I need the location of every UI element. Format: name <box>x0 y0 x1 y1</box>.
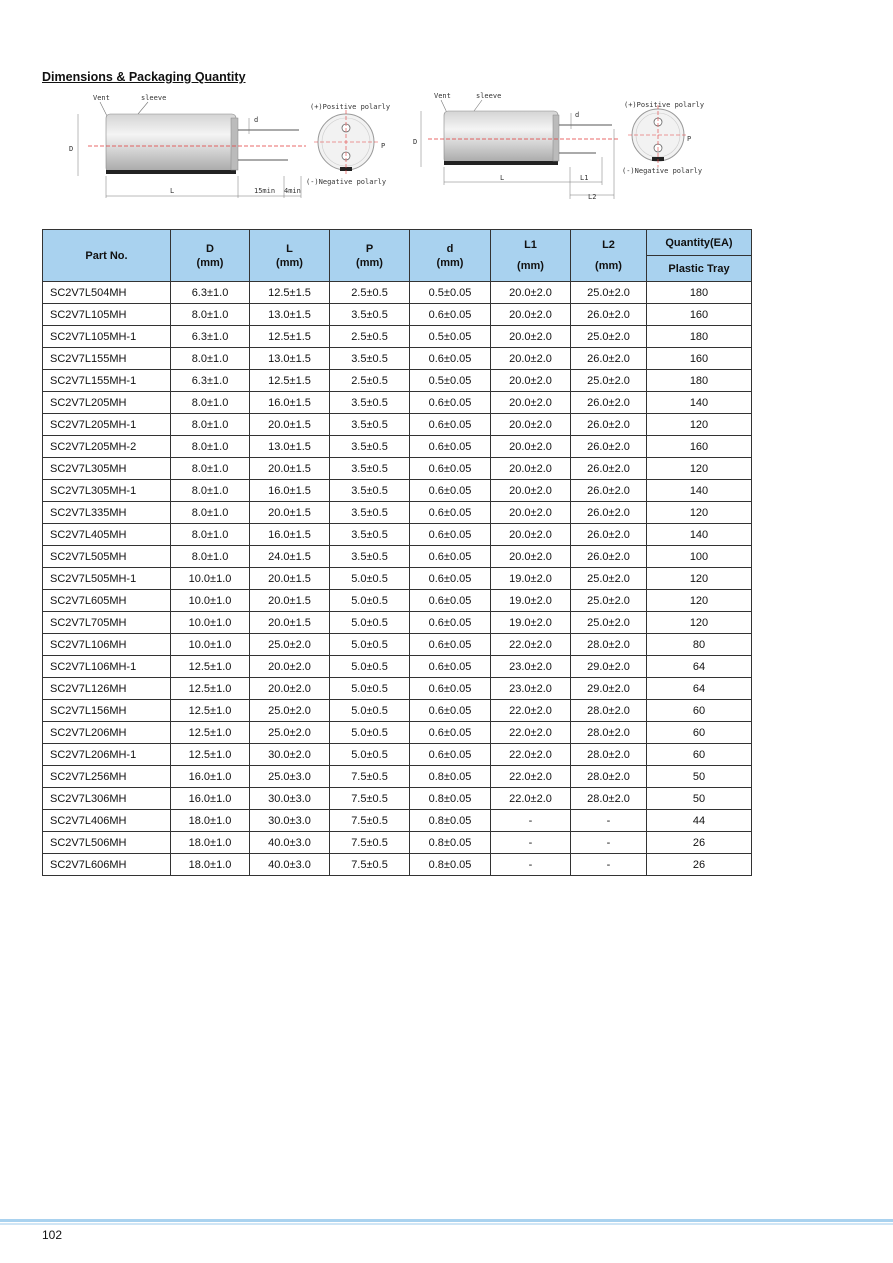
cell-pitch: 3.5±0.5 <box>330 392 410 414</box>
table-row <box>43 502 752 524</box>
cell-l1: 20.0±2.0 <box>491 436 571 458</box>
cell-diameter: 6.3±1.0 <box>171 326 250 348</box>
table-row <box>43 436 752 458</box>
header-length-label: L <box>286 242 293 255</box>
header-length <box>250 230 330 282</box>
cell-lead-diameter: 0.6±0.05 <box>410 612 491 634</box>
header-l2-label: L2 <box>602 239 615 251</box>
sleeve-label: sleeve <box>141 94 167 102</box>
cell-part-no: SC2V7L605MH <box>43 590 171 612</box>
cell-lead-diameter: 0.8±0.05 <box>410 832 491 854</box>
cell-l2: 26.0±2.0 <box>571 502 647 524</box>
length-label: L <box>500 174 505 182</box>
cell-l2: 28.0±2.0 <box>571 788 647 810</box>
cell-l2: 25.0±2.0 <box>571 326 647 348</box>
cell-length: 13.0±1.5 <box>250 304 330 326</box>
cell-diameter: 18.0±1.0 <box>171 810 250 832</box>
cell-plastic-tray-qty: 140 <box>647 524 752 546</box>
cell-l2: - <box>571 854 647 876</box>
header-pitch-unit: (mm) <box>356 256 383 269</box>
header-diameter-unit: (mm) <box>196 256 224 269</box>
cell-plastic-tray-qty: 50 <box>647 788 752 810</box>
diameter-label: D <box>69 145 74 153</box>
cell-l2: 28.0±2.0 <box>571 744 647 766</box>
cell-lead-diameter: 0.6±0.05 <box>410 656 491 678</box>
header-l2-unit: (mm) <box>595 260 622 272</box>
footer-rule-light <box>0 1223 893 1225</box>
table-row <box>43 524 752 546</box>
cell-lead-diameter: 0.6±0.05 <box>410 304 491 326</box>
header-lead-diameter-unit: (mm) <box>436 256 464 269</box>
cell-l1: 22.0±2.0 <box>491 744 571 766</box>
header-l1 <box>491 230 571 282</box>
cell-part-no: SC2V7L306MH <box>43 788 171 810</box>
cell-part-no: SC2V7L155MH-1 <box>43 370 171 392</box>
cell-part-no: SC2V7L205MH-1 <box>43 414 171 436</box>
capacitor-diagram-standard <box>66 90 396 202</box>
cell-length: 20.0±1.5 <box>250 458 330 480</box>
cell-length: 25.0±3.0 <box>250 766 330 788</box>
cell-l1: 22.0±2.0 <box>491 788 571 810</box>
cell-part-no: SC2V7L335MH <box>43 502 171 524</box>
header-lead-diameter <box>410 230 491 282</box>
cell-l1: 23.0±2.0 <box>491 678 571 700</box>
positive-polarity-label: (+)Positive polarly <box>624 101 705 109</box>
cell-diameter: 8.0±1.0 <box>171 436 250 458</box>
cell-l1: 22.0±2.0 <box>491 634 571 656</box>
cell-plastic-tray-qty: 140 <box>647 480 752 502</box>
cell-plastic-tray-qty: 180 <box>647 282 752 304</box>
cell-part-no: SC2V7L205MH <box>43 392 171 414</box>
cell-l1: 20.0±2.0 <box>491 414 571 436</box>
length-label: L <box>170 187 175 195</box>
cell-plastic-tray-qty: 64 <box>647 678 752 700</box>
table-row <box>43 414 752 436</box>
cell-diameter: 12.5±1.0 <box>171 722 250 744</box>
cell-plastic-tray-qty: 26 <box>647 854 752 876</box>
cell-lead-diameter: 0.6±0.05 <box>410 436 491 458</box>
table-row <box>43 392 752 414</box>
cell-part-no: SC2V7L205MH-2 <box>43 436 171 458</box>
cell-diameter: 12.5±1.0 <box>171 700 250 722</box>
cell-length: 24.0±1.5 <box>250 546 330 568</box>
table-row <box>43 854 752 876</box>
cell-part-no: SC2V7L505MH-1 <box>43 568 171 590</box>
cell-length: 30.0±3.0 <box>250 788 330 810</box>
cell-length: 13.0±1.5 <box>250 436 330 458</box>
cell-plastic-tray-qty: 120 <box>647 612 752 634</box>
cell-l2: 26.0±2.0 <box>571 304 647 326</box>
cell-pitch: 7.5±0.5 <box>330 854 410 876</box>
cell-l2: - <box>571 810 647 832</box>
capacitor-diagram-long-lead <box>410 89 710 204</box>
cell-l2: 25.0±2.0 <box>571 612 647 634</box>
sleeve-label: sleeve <box>476 92 502 100</box>
cell-l1: 20.0±2.0 <box>491 282 571 304</box>
cell-plastic-tray-qty: 140 <box>647 392 752 414</box>
cell-lead-diameter: 0.8±0.05 <box>410 810 491 832</box>
cell-part-no: SC2V7L606MH <box>43 854 171 876</box>
cell-diameter: 18.0±1.0 <box>171 832 250 854</box>
table-row <box>43 282 752 304</box>
page-number: 102 <box>42 1228 63 1242</box>
header-lead-diameter-label: d <box>446 242 454 255</box>
cell-length: 25.0±2.0 <box>250 722 330 744</box>
cell-length: 30.0±3.0 <box>250 810 330 832</box>
cell-part-no: SC2V7L506MH <box>43 832 171 854</box>
table-row <box>43 700 752 722</box>
cell-part-no: SC2V7L705MH <box>43 612 171 634</box>
cell-l1: 20.0±2.0 <box>491 546 571 568</box>
cell-l1: - <box>491 854 571 876</box>
cell-lead-diameter: 0.6±0.05 <box>410 678 491 700</box>
cell-diameter: 10.0±1.0 <box>171 612 250 634</box>
lead-l2-label: L2 <box>588 193 597 201</box>
cell-plastic-tray-qty: 120 <box>647 458 752 480</box>
cell-length: 12.5±1.5 <box>250 326 330 348</box>
header-diameter-label: D <box>206 242 214 255</box>
cell-diameter: 8.0±1.0 <box>171 502 250 524</box>
cell-lead-diameter: 0.6±0.05 <box>410 744 491 766</box>
cell-l2: - <box>571 832 647 854</box>
cell-pitch: 3.5±0.5 <box>330 348 410 370</box>
cell-diameter: 12.5±1.0 <box>171 656 250 678</box>
cell-lead-diameter: 0.6±0.05 <box>410 502 491 524</box>
cell-pitch: 5.0±0.5 <box>330 656 410 678</box>
dimensions-table <box>42 229 752 876</box>
cell-l1: 20.0±2.0 <box>491 502 571 524</box>
cell-pitch: 5.0±0.5 <box>330 590 410 612</box>
cell-l2: 26.0±2.0 <box>571 392 647 414</box>
cell-diameter: 10.0±1.0 <box>171 590 250 612</box>
cell-part-no: SC2V7L256MH <box>43 766 171 788</box>
cell-part-no: SC2V7L504MH <box>43 282 171 304</box>
cell-part-no: SC2V7L155MH <box>43 348 171 370</box>
cell-lead-diameter: 0.6±0.05 <box>410 568 491 590</box>
header-pitch <box>330 230 410 282</box>
cell-diameter: 8.0±1.0 <box>171 524 250 546</box>
cell-l1: 22.0±2.0 <box>491 722 571 744</box>
cell-l1: 22.0±2.0 <box>491 766 571 788</box>
cell-l1: 23.0±2.0 <box>491 656 571 678</box>
cell-plastic-tray-qty: 180 <box>647 370 752 392</box>
section-title: Dimensions & Packaging Quantity <box>42 70 246 84</box>
cell-plastic-tray-qty: 160 <box>647 436 752 458</box>
cell-pitch: 3.5±0.5 <box>330 414 410 436</box>
cell-length: 20.0±1.5 <box>250 612 330 634</box>
cell-part-no: SC2V7L206MH-1 <box>43 744 171 766</box>
vent-label: Vent <box>93 94 110 102</box>
cell-lead-diameter: 0.5±0.05 <box>410 282 491 304</box>
cell-plastic-tray-qty: 80 <box>647 634 752 656</box>
cell-length: 20.0±1.5 <box>250 414 330 436</box>
cell-diameter: 8.0±1.0 <box>171 304 250 326</box>
header-l2 <box>571 230 647 282</box>
cell-diameter: 8.0±1.0 <box>171 348 250 370</box>
table-row <box>43 568 752 590</box>
lead-15min-label: 15min <box>254 187 276 195</box>
cell-length: 20.0±1.5 <box>250 568 330 590</box>
cell-diameter: 6.3±1.0 <box>171 370 250 392</box>
table-body <box>43 282 752 876</box>
cell-diameter: 8.0±1.0 <box>171 458 250 480</box>
cell-l2: 28.0±2.0 <box>571 700 647 722</box>
cell-diameter: 6.3±1.0 <box>171 282 250 304</box>
cell-length: 20.0±2.0 <box>250 678 330 700</box>
cell-l1: 20.0±2.0 <box>491 524 571 546</box>
cell-pitch: 3.5±0.5 <box>330 524 410 546</box>
header-l1-unit: (mm) <box>517 260 544 272</box>
pitch-label: P <box>381 142 386 150</box>
cell-pitch: 2.5±0.5 <box>330 370 410 392</box>
cell-l1: 20.0±2.0 <box>491 370 571 392</box>
cell-lead-diameter: 0.6±0.05 <box>410 392 491 414</box>
cell-pitch: 5.0±0.5 <box>330 568 410 590</box>
cell-plastic-tray-qty: 120 <box>647 502 752 524</box>
vent-label: Vent <box>434 92 451 100</box>
cell-l2: 26.0±2.0 <box>571 414 647 436</box>
cell-plastic-tray-qty: 60 <box>647 744 752 766</box>
cell-l2: 29.0±2.0 <box>571 678 647 700</box>
cell-plastic-tray-qty: 50 <box>647 766 752 788</box>
cell-pitch: 3.5±0.5 <box>330 436 410 458</box>
cell-pitch: 5.0±0.5 <box>330 744 410 766</box>
cell-diameter: 10.0±1.0 <box>171 634 250 656</box>
cell-l1: 20.0±2.0 <box>491 304 571 326</box>
cell-part-no: SC2V7L505MH <box>43 546 171 568</box>
cell-pitch: 5.0±0.5 <box>330 612 410 634</box>
table-row <box>43 832 752 854</box>
lead-l1-label: L1 <box>580 174 589 182</box>
cell-diameter: 8.0±1.0 <box>171 480 250 502</box>
table-row <box>43 326 752 348</box>
cell-length: 20.0±1.5 <box>250 590 330 612</box>
table-row <box>43 722 752 744</box>
cell-lead-diameter: 0.8±0.05 <box>410 788 491 810</box>
cell-l2: 28.0±2.0 <box>571 634 647 656</box>
table-row <box>43 590 752 612</box>
cell-part-no: SC2V7L126MH <box>43 678 171 700</box>
cell-plastic-tray-qty: 64 <box>647 656 752 678</box>
table-row <box>43 766 752 788</box>
cell-diameter: 8.0±1.0 <box>171 546 250 568</box>
cell-plastic-tray-qty: 180 <box>647 326 752 348</box>
cell-plastic-tray-qty: 160 <box>647 348 752 370</box>
cell-length: 12.5±1.5 <box>250 370 330 392</box>
capacitor-drawing-long-lead <box>410 89 710 204</box>
cell-pitch: 5.0±0.5 <box>330 700 410 722</box>
cell-length: 40.0±3.0 <box>250 832 330 854</box>
cell-length: 16.0±1.5 <box>250 480 330 502</box>
pitch-label: P <box>687 135 692 143</box>
cell-l2: 26.0±2.0 <box>571 524 647 546</box>
cell-part-no: SC2V7L305MH <box>43 458 171 480</box>
cell-pitch: 3.5±0.5 <box>330 458 410 480</box>
cell-length: 25.0±2.0 <box>250 700 330 722</box>
cell-l2: 26.0±2.0 <box>571 480 647 502</box>
cell-plastic-tray-qty: 160 <box>647 304 752 326</box>
cell-plastic-tray-qty: 120 <box>647 414 752 436</box>
cell-length: 16.0±1.5 <box>250 524 330 546</box>
cell-lead-diameter: 0.6±0.05 <box>410 722 491 744</box>
cell-plastic-tray-qty: 44 <box>647 810 752 832</box>
cell-l1: - <box>491 810 571 832</box>
cell-lead-diameter: 0.6±0.05 <box>410 700 491 722</box>
cell-part-no: SC2V7L305MH-1 <box>43 480 171 502</box>
header-l1-label: L1 <box>524 239 537 251</box>
cell-length: 20.0±2.0 <box>250 656 330 678</box>
cell-diameter: 16.0±1.0 <box>171 766 250 788</box>
cell-lead-diameter: 0.8±0.05 <box>410 854 491 876</box>
cell-pitch: 3.5±0.5 <box>330 304 410 326</box>
header-part-no: Part No. <box>43 230 171 282</box>
cell-lead-diameter: 0.6±0.05 <box>410 414 491 436</box>
table-row <box>43 744 752 766</box>
cell-l2: 26.0±2.0 <box>571 546 647 568</box>
cell-l1: 22.0±2.0 <box>491 700 571 722</box>
cell-pitch: 2.5±0.5 <box>330 282 410 304</box>
cell-lead-diameter: 0.8±0.05 <box>410 766 491 788</box>
cell-l2: 25.0±2.0 <box>571 590 647 612</box>
cell-length: 40.0±3.0 <box>250 854 330 876</box>
diameter-label: D <box>413 138 418 146</box>
table-row <box>43 788 752 810</box>
capacitor-drawing-standard <box>66 90 396 202</box>
cell-plastic-tray-qty: 60 <box>647 722 752 744</box>
table-row <box>43 810 752 832</box>
cell-lead-diameter: 0.6±0.05 <box>410 590 491 612</box>
cell-length: 20.0±1.5 <box>250 502 330 524</box>
table-row <box>43 458 752 480</box>
cell-l1: 20.0±2.0 <box>491 392 571 414</box>
cell-l2: 25.0±2.0 <box>571 370 647 392</box>
cell-pitch: 7.5±0.5 <box>330 832 410 854</box>
cell-lead-diameter: 0.6±0.05 <box>410 458 491 480</box>
cell-pitch: 3.5±0.5 <box>330 480 410 502</box>
header-plastic-tray: Plastic Tray <box>647 256 752 282</box>
cell-l2: 28.0±2.0 <box>571 722 647 744</box>
lead-diameter-label: d <box>254 116 259 124</box>
cell-l2: 25.0±2.0 <box>571 282 647 304</box>
cell-diameter: 18.0±1.0 <box>171 854 250 876</box>
cell-part-no: SC2V7L106MH <box>43 634 171 656</box>
cell-plastic-tray-qty: 100 <box>647 546 752 568</box>
cell-pitch: 5.0±0.5 <box>330 722 410 744</box>
cell-part-no: SC2V7L105MH <box>43 304 171 326</box>
cell-lead-diameter: 0.5±0.05 <box>410 326 491 348</box>
table-row <box>43 678 752 700</box>
cell-l2: 26.0±2.0 <box>571 436 647 458</box>
cell-l2: 25.0±2.0 <box>571 568 647 590</box>
table-row <box>43 348 752 370</box>
cell-l2: 26.0±2.0 <box>571 458 647 480</box>
cell-pitch: 7.5±0.5 <box>330 766 410 788</box>
cell-part-no: SC2V7L206MH <box>43 722 171 744</box>
cell-length: 25.0±2.0 <box>250 634 330 656</box>
cell-l2: 29.0±2.0 <box>571 656 647 678</box>
cell-lead-diameter: 0.6±0.05 <box>410 546 491 568</box>
table-row <box>43 656 752 678</box>
header-quantity: Quantity(EA) <box>647 230 752 256</box>
lead-4min-label: 4min <box>284 187 301 195</box>
cell-length: 12.5±1.5 <box>250 282 330 304</box>
cell-pitch: 3.5±0.5 <box>330 502 410 524</box>
cell-l1: 20.0±2.0 <box>491 480 571 502</box>
footer-rule <box>0 1219 893 1222</box>
header-pitch-label: P <box>365 242 374 255</box>
negative-polarity-label: (-)Negative polarly <box>306 178 387 186</box>
cell-lead-diameter: 0.6±0.05 <box>410 634 491 656</box>
cell-lead-diameter: 0.6±0.05 <box>410 524 491 546</box>
cell-part-no: SC2V7L105MH-1 <box>43 326 171 348</box>
cell-l1: 20.0±2.0 <box>491 458 571 480</box>
cell-l1: - <box>491 832 571 854</box>
header-length-unit: (mm) <box>276 256 303 269</box>
cell-pitch: 7.5±0.5 <box>330 788 410 810</box>
cell-pitch: 7.5±0.5 <box>330 810 410 832</box>
cell-plastic-tray-qty: 60 <box>647 700 752 722</box>
cell-part-no: SC2V7L405MH <box>43 524 171 546</box>
cell-diameter: 8.0±1.0 <box>171 392 250 414</box>
cell-pitch: 5.0±0.5 <box>330 634 410 656</box>
cell-diameter: 10.0±1.0 <box>171 568 250 590</box>
cell-l1: 20.0±2.0 <box>491 348 571 370</box>
cell-l1: 19.0±2.0 <box>491 568 571 590</box>
cell-l2: 28.0±2.0 <box>571 766 647 788</box>
header-diameter <box>171 230 250 282</box>
table-row <box>43 304 752 326</box>
negative-polarity-label: (-)Negative polarly <box>622 167 703 175</box>
cell-part-no: SC2V7L156MH <box>43 700 171 722</box>
table-row <box>43 370 752 392</box>
cell-pitch: 5.0±0.5 <box>330 678 410 700</box>
table-header-row <box>43 230 752 256</box>
cell-plastic-tray-qty: 26 <box>647 832 752 854</box>
table-row <box>43 634 752 656</box>
cell-l1: 19.0±2.0 <box>491 590 571 612</box>
cell-plastic-tray-qty: 120 <box>647 568 752 590</box>
cell-diameter: 16.0±1.0 <box>171 788 250 810</box>
cell-plastic-tray-qty: 120 <box>647 590 752 612</box>
cell-lead-diameter: 0.6±0.05 <box>410 480 491 502</box>
cell-diameter: 8.0±1.0 <box>171 414 250 436</box>
cell-part-no: SC2V7L106MH-1 <box>43 656 171 678</box>
cell-diameter: 12.5±1.0 <box>171 744 250 766</box>
cell-part-no: SC2V7L406MH <box>43 810 171 832</box>
table-row <box>43 480 752 502</box>
cell-diameter: 12.5±1.0 <box>171 678 250 700</box>
cell-l1: 19.0±2.0 <box>491 612 571 634</box>
cell-length: 13.0±1.5 <box>250 348 330 370</box>
cell-length: 30.0±2.0 <box>250 744 330 766</box>
table-row <box>43 546 752 568</box>
cell-l2: 26.0±2.0 <box>571 348 647 370</box>
cell-pitch: 3.5±0.5 <box>330 546 410 568</box>
cell-pitch: 2.5±0.5 <box>330 326 410 348</box>
cell-lead-diameter: 0.5±0.05 <box>410 370 491 392</box>
cell-lead-diameter: 0.6±0.05 <box>410 348 491 370</box>
cell-l1: 20.0±2.0 <box>491 326 571 348</box>
positive-polarity-label: (+)Positive polarly <box>310 103 391 111</box>
table-row <box>43 612 752 634</box>
cell-length: 16.0±1.5 <box>250 392 330 414</box>
lead-diameter-label: d <box>575 111 580 119</box>
